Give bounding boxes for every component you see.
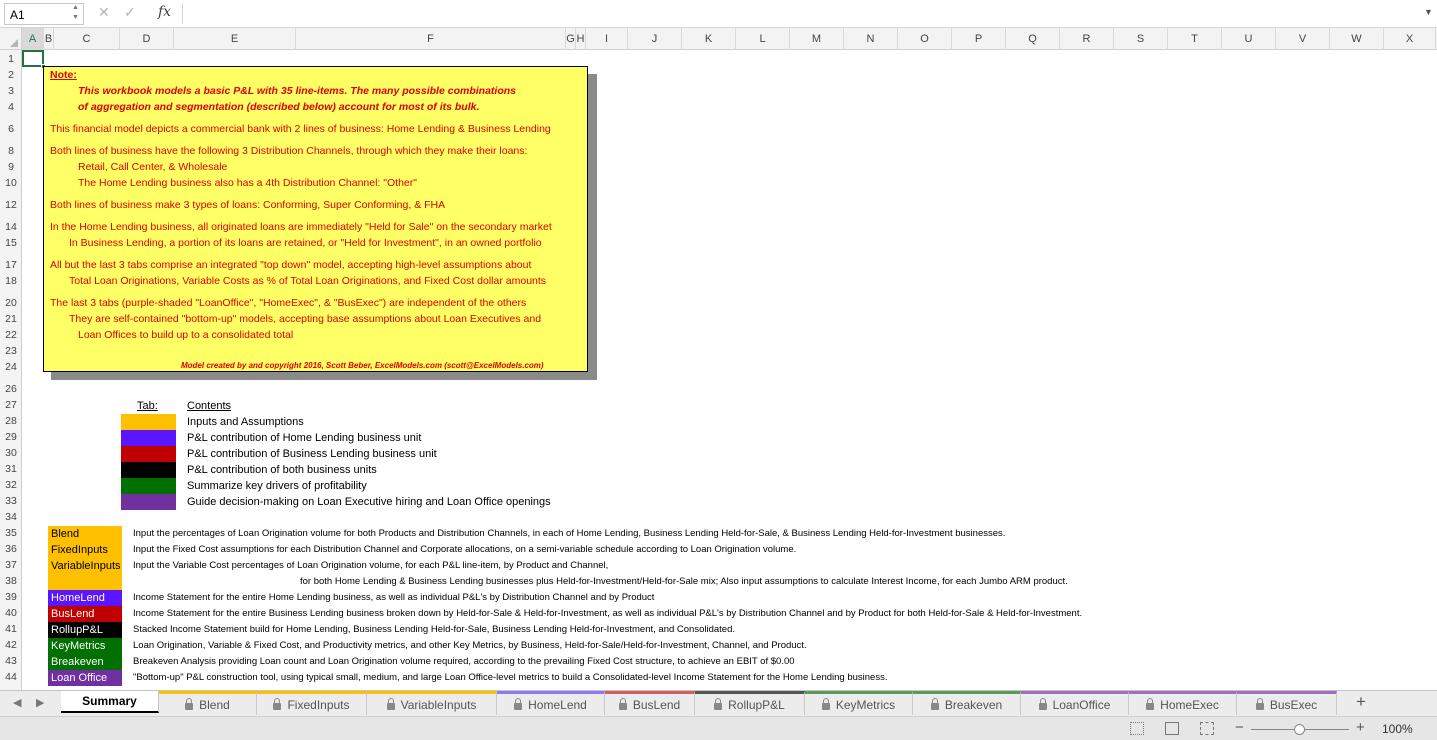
row-headers	[0, 50, 22, 690]
column-header[interactable]: Q	[1006, 28, 1060, 50]
note-intro-line-2: of aggregation and segmentation (described below) account for most of its bulk.	[78, 101, 480, 113]
tab-description: for both Home Lending & Business Lending businesses plus Held-for-Investment/Held-for-Sale mix; Also input assumptions to calculate Interest Income, for each Jumbo ARM product.	[300, 576, 1068, 587]
note-line: In the Home Lending business, all originated loans are immediately "Held for Sale" on the secondary market	[50, 221, 552, 233]
column-header[interactable]: K	[682, 28, 736, 50]
tab-description: Stacked Income Statement build for Home Lending, Business Lending Held-for-Sale, Business Lending Held-for-Investment, and Consolidated.	[133, 624, 736, 635]
note-line: Both lines of business have the following 3 Distribution Channels, through which they make their loans:	[50, 145, 528, 157]
lock-icon	[273, 703, 281, 710]
sheet-tab[interactable]	[367, 691, 497, 715]
row-header[interactable]: 10	[5, 177, 17, 189]
tab-name-cell: Breakeven	[48, 654, 122, 670]
row-header[interactable]: 33	[5, 495, 17, 507]
cancel-icon[interactable]: ✕	[98, 4, 110, 20]
worksheet-grid[interactable]	[22, 50, 1437, 690]
row-header[interactable]: 44	[5, 671, 17, 683]
row-header[interactable]: 24	[5, 361, 17, 373]
sheet-tab[interactable]	[1021, 691, 1129, 715]
row-header[interactable]: 27	[5, 399, 17, 411]
sheet-tab[interactable]	[1129, 691, 1237, 715]
tab-description: Input the Variable Cost percentages of Loan Origination volume, for each P&L line-item, by Product and Channel,	[133, 560, 609, 571]
column-header[interactable]: I	[586, 28, 628, 50]
tab-name-cell: RollupP&L	[48, 622, 122, 638]
row-header[interactable]: 26	[5, 383, 17, 395]
row-header[interactable]: 29	[5, 431, 17, 443]
legend-swatch	[121, 414, 176, 430]
tab-name-cell: HomeLend	[48, 590, 122, 606]
row-header[interactable]: 36	[5, 543, 17, 555]
normal-view-icon[interactable]	[1130, 722, 1144, 735]
lock-icon	[714, 703, 722, 710]
sheet-tab[interactable]	[61, 691, 159, 713]
tab-description: Input the percentages of Loan Origination volume for both Products and Distribution Channels, in each of Home Lending, Business Lending Held-for-Sale, & Business Lending Held-for-Investment businesses.	[133, 528, 1006, 539]
zoom-slider-thumb[interactable]	[1294, 724, 1305, 735]
legend-text: Inputs and Assumptions	[187, 416, 304, 428]
legend-text: P&L contribution of both business units	[187, 464, 377, 476]
column-header[interactable]: V	[1276, 28, 1330, 50]
lock-icon	[931, 703, 939, 710]
row-header[interactable]: 35	[5, 527, 17, 539]
note-line: Both lines of business make 3 types of loans: Conforming, Super Conforming, & FHA	[50, 199, 446, 211]
note-line: This financial model depicts a commercial bank with 2 lines of business: Home Lending & Business Lending	[50, 123, 551, 135]
sheet-tab[interactable]	[805, 691, 913, 715]
column-header[interactable]: C	[54, 28, 120, 50]
row-header[interactable]: 42	[5, 639, 17, 651]
column-header[interactable]: U	[1222, 28, 1276, 50]
row-header[interactable]: 39	[5, 591, 17, 603]
legend-text: P&L contribution of Home Lending business unit	[187, 432, 422, 444]
row-header[interactable]: 4	[8, 101, 14, 113]
row-header[interactable]: 21	[5, 313, 17, 325]
sheet-tab-label: HomeLend	[528, 698, 587, 712]
note-line: Retail, Call Center, & Wholesale	[78, 161, 228, 173]
legend-tab-header: Tab:	[137, 400, 158, 412]
sheet-tab[interactable]	[605, 691, 695, 715]
sheet-tab[interactable]	[497, 691, 605, 715]
row-header[interactable]: 28	[5, 415, 17, 427]
row-header[interactable]: 3	[8, 85, 14, 97]
row-header[interactable]: 12	[5, 199, 17, 211]
column-headers	[0, 28, 1437, 50]
row-header[interactable]: 18	[5, 275, 17, 287]
tab-description: Income Statement for the entire Business Lending business broken down by Held-for-Sale & Held-for-Investment, as well as individual P&L's by Distribution Channel and by Product for both Held-for-Sale & Held-for-Investment.	[133, 608, 1083, 619]
legend-swatch	[121, 462, 176, 478]
column-header[interactable]: H	[576, 28, 586, 50]
tab-name-cell: FixedInputs	[48, 542, 122, 558]
column-header[interactable]: G	[566, 28, 576, 50]
add-sheet-button[interactable]: +	[1356, 692, 1366, 711]
sheet-tab-label: Blend	[199, 698, 230, 712]
lock-icon	[1256, 703, 1264, 710]
formula-input[interactable]	[182, 4, 1418, 24]
column-header[interactable]: J	[628, 28, 682, 50]
sheet-tab[interactable]	[257, 691, 367, 715]
tab-description: Breakeven Analysis providing Loan count and Loan Origination volume required, according to the prevailing Fixed Cost structure, to achieve an EBIT of $0.00	[133, 656, 795, 667]
column-header[interactable]: R	[1060, 28, 1114, 50]
note-line: The last 3 tabs (purple-shaded "LoanOffice", "HomeExec", & "BusExec") are independent of the others	[50, 297, 527, 309]
note-intro-line-1: This workbook models a basic P&L with 35 line-items. The many possible combinations	[78, 85, 516, 97]
sheet-tab-label: LoanOffice	[1052, 698, 1111, 712]
column-header[interactable]: S	[1114, 28, 1168, 50]
note-credit: Model created by and copyright 2016, Scott Beber, ExcelModels.com (scott@ExcelModels.com)	[181, 361, 544, 370]
row-header[interactable]: 1	[8, 53, 14, 65]
tab-name-cell	[48, 574, 122, 590]
lock-icon	[387, 703, 395, 710]
tab-name-cell: Blend	[48, 526, 122, 542]
note-title: Note:	[50, 69, 77, 81]
row-header[interactable]: 31	[5, 463, 17, 475]
column-header[interactable]: F	[296, 28, 566, 50]
zoom-level: 100%	[1382, 722, 1413, 736]
row-header[interactable]: 43	[5, 655, 17, 667]
sheet-tab[interactable]	[159, 691, 257, 715]
row-header[interactable]: 9	[8, 161, 14, 173]
row-header[interactable]: 20	[5, 297, 17, 309]
note-text-box[interactable]	[43, 66, 588, 372]
sheet-tab-label: BusExec	[1269, 698, 1318, 712]
legend-swatch	[121, 478, 176, 494]
row-header[interactable]: 22	[5, 329, 17, 341]
row-header[interactable]: 41	[5, 623, 17, 635]
column-header[interactable]: N	[844, 28, 898, 50]
column-header[interactable]: A	[22, 28, 44, 50]
row-header[interactable]: 23	[5, 345, 17, 357]
note-line: The Home Lending business also has a 4th Distribution Channel: "Other"	[78, 177, 417, 189]
formula-bar	[0, 0, 1437, 28]
name-box[interactable]: A1	[4, 3, 84, 25]
sheet-tab[interactable]	[1237, 691, 1337, 715]
sheet-tab-label: HomeExec	[1160, 698, 1219, 712]
tab-name-cell: KeyMetrics	[48, 638, 122, 654]
lock-icon	[619, 703, 627, 710]
column-header[interactable]: O	[898, 28, 952, 50]
row-header[interactable]: 15	[5, 237, 17, 249]
page-break-view-icon[interactable]	[1200, 722, 1214, 735]
column-header[interactable]: P	[952, 28, 1006, 50]
row-header[interactable]: 2	[8, 69, 14, 81]
expand-formula-bar-icon[interactable]: ▼	[1424, 7, 1433, 17]
sheet-tab-label: Breakeven	[944, 698, 1003, 712]
lock-icon	[1146, 703, 1154, 710]
row-header[interactable]: 6	[8, 123, 14, 135]
lock-icon	[514, 703, 522, 710]
lock-icon	[185, 703, 193, 710]
tab-description: Income Statement for the entire Home Lending business, as well as individual P&L's by Distribution Channel and by Product	[133, 592, 655, 603]
column-header[interactable]: L	[736, 28, 790, 50]
row-header[interactable]: 32	[5, 479, 17, 491]
select-all-corner[interactable]	[0, 28, 22, 50]
tab-description: "Bottom-up" P&L construction tool, using typical small, medium, and large Loan Office-level metrics to build a Consolidated-level Income Statement for the Home Lending business.	[133, 672, 888, 683]
lock-icon	[1039, 703, 1047, 710]
column-header[interactable]: D	[120, 28, 174, 50]
sheet-tab-label: KeyMetrics	[835, 698, 896, 712]
page-layout-view-icon[interactable]	[1165, 722, 1179, 735]
sheet-tab[interactable]	[695, 691, 805, 715]
tab-name-cell: VariableInputs	[48, 558, 122, 574]
legend-text: P&L contribution of Business Lending business unit	[187, 448, 437, 460]
sheet-tab-label: Summary	[82, 694, 137, 708]
sheet-tab-label: RollupP&L	[728, 698, 785, 712]
tab-description: Loan Origination, Variable & Fixed Cost, and Productivity metrics, and other Key Metrics, by Business, Held-for-Sale/Held-for-Investment, Channel, and Product.	[133, 640, 807, 651]
row-header[interactable]: 8	[8, 145, 14, 157]
legend-contents-header: Contents	[187, 400, 232, 412]
legend-text: Summarize key drivers of profitability	[187, 480, 367, 492]
tab-name-cell: BusLend	[48, 606, 122, 622]
column-header[interactable]: T	[1168, 28, 1222, 50]
tab-description: Input the Fixed Cost assumptions for each Distribution Channel and Corporate allocations, on a semi-variable schedule according to Loan Origination volume.	[133, 544, 797, 555]
scroll-tabs-left-icon[interactable]: ◀	[13, 697, 22, 709]
column-header[interactable]: E	[174, 28, 296, 50]
column-header[interactable]: W	[1330, 28, 1384, 50]
column-header[interactable]: X	[1384, 28, 1436, 50]
sheet-tab-label: BusLend	[632, 698, 681, 712]
note-line: Loan Offices to build up to a consolidated total	[78, 329, 294, 341]
insert-function-icon[interactable]: fx	[158, 4, 172, 20]
zoom-out-button[interactable]: −	[1235, 719, 1244, 736]
legend-swatch	[121, 430, 176, 446]
confirm-icon[interactable]: ✓	[124, 4, 136, 20]
note-line: All but the last 3 tabs comprise an integrated "top down" model, accepting high-level assumptions about	[50, 259, 532, 271]
legend-swatch	[121, 446, 176, 462]
row-header[interactable]: 34	[5, 511, 17, 523]
sheet-tab[interactable]	[913, 691, 1021, 715]
scroll-tabs-right-icon[interactable]: ▶	[36, 697, 45, 709]
status-bar	[0, 716, 1437, 740]
sheet-tab-label: VariableInputs	[400, 698, 477, 712]
note-line: They are self-contained "bottom-up" models, accepting base assumptions about Loan Executives and	[69, 313, 542, 325]
sheet-tab-label: FixedInputs	[287, 698, 350, 712]
legend-swatch	[121, 494, 176, 510]
note-line: Total Loan Originations, Variable Costs as % of Total Loan Originations, and Fixed Cost dollar amounts	[69, 275, 547, 287]
lock-icon	[822, 703, 830, 710]
column-header[interactable]: M	[790, 28, 844, 50]
name-box-dropdown-icon[interactable]: ▲ ▼	[72, 4, 79, 21]
sheet-tab-bar	[0, 690, 1437, 716]
row-header[interactable]: 40	[5, 607, 17, 619]
row-header[interactable]: 30	[5, 447, 17, 459]
note-line: In Business Lending, a portion of its loans are retained, or "Held for Investment", in an owned portfolio	[69, 237, 542, 249]
tab-name-cell: Loan Office	[48, 670, 122, 686]
row-header[interactable]: 37	[5, 559, 17, 571]
zoom-in-button[interactable]: +	[1356, 719, 1365, 736]
legend-text: Guide decision-making on Loan Executive hiring and Loan Office openings	[187, 496, 551, 508]
row-header[interactable]: 17	[5, 259, 17, 271]
column-header[interactable]: B	[44, 28, 54, 50]
row-header[interactable]: 14	[5, 221, 17, 233]
row-header[interactable]: 38	[5, 575, 17, 587]
